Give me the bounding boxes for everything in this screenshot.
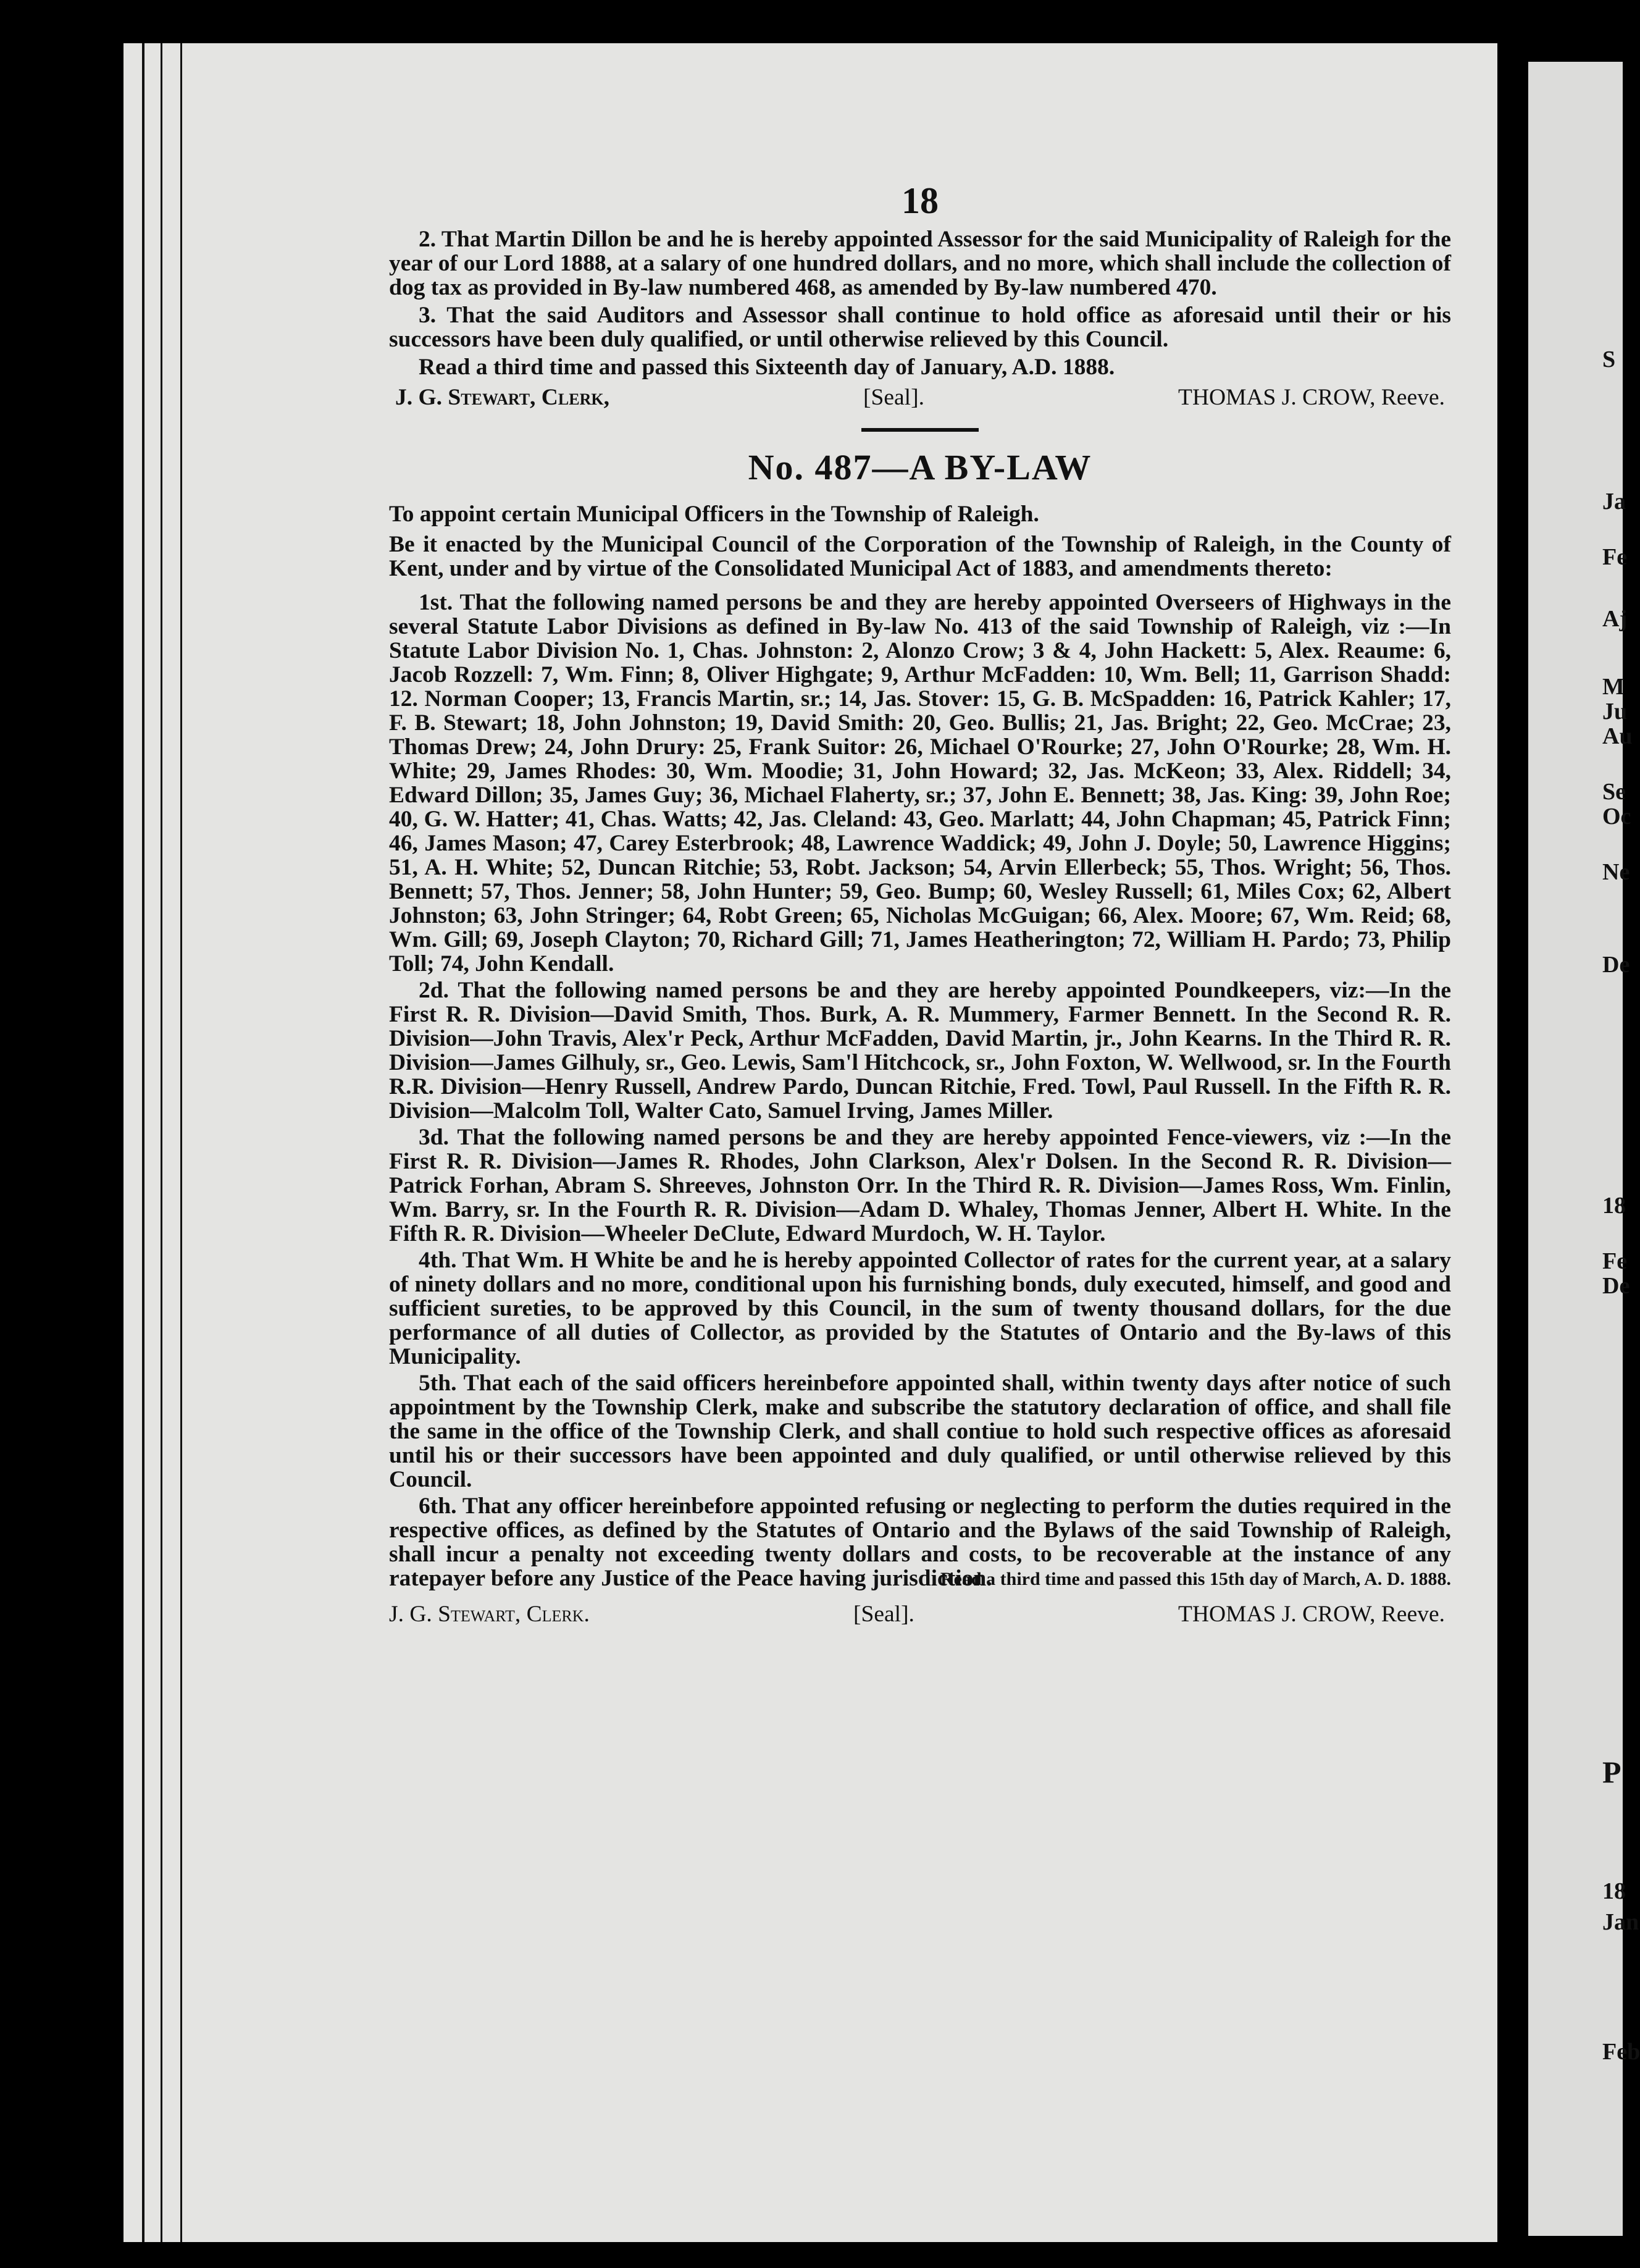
- fragment: Aj: [1602, 606, 1628, 632]
- fragment: Ne: [1602, 859, 1630, 885]
- fragment: P: [1602, 1755, 1621, 1789]
- scan-edge-line: [142, 43, 144, 2242]
- clerk-signature: J. G. Stewart, Clerk,: [395, 385, 609, 410]
- reeve-signature: THOMAS J. CROW, Reeve.: [1178, 385, 1445, 410]
- paragraph-office-term: 3. That the said Auditors and Assessor shall continue to hold office as aforesaid until their or his successors have been duly qualified, or until otherwise relieved by this Council.: [389, 303, 1451, 352]
- fragment: 18: [1602, 1878, 1626, 1904]
- scan-edge-line: [161, 43, 162, 2242]
- section-divider: [861, 428, 979, 432]
- section-overseers: 1st. That the following named persons be and they are hereby appointed Overseers of Highways in the several Statute Labor Divisions as defined in By-law No. 413 of the said Township of Raleigh, viz :—In Statute Labor Division No. 1, Chas. Johnston: 2, Alonzo Crow; 3 & 4, John Hackett: 5, Alex. Reaume: 6, Jacob Rozzell: 7, Wm. Finn; 8, Oliver Highgate; 9, Arthur McFadden: 10, Wm. Bell; 11, Garrison Shadd: 12. Norman Cooper; 13, Francis Martin, sr.; 14, Jas. Stover: 15, G. B. McSpadden: 16, Patrick Kahler; 17, F. B. Stewart; 18, John Johnston; 19, David Smith: 20, Geo. Bullis; 21, Jas. Bright; 22, Geo. McCrae; 23, Thomas Drew; 24, John Drury: 25, Frank Suitor: 26, Michael O'Rourke; 27, John O'Rourke; 28, Wm. H. White; 29, James Rhodes: 30, Wm. Moodie; 31, John Howard; 32, Jas. McKeon; 33, Alex. Riddell; 34, Edward Dillon; 35, James Guy; 36, Michael Flaherty, sr.; 37, John E. Bennett; 38, Jas. King: 39, John Roe; 40, G. W. Hatter; 41, Chas. Watts; 42, Jas. Cleland: 43, Geo. Marlatt; 44, John Chapman; 45, Patrick Finn; 46, James Mason; 47, Carey Esterbrook; 48, Lawrence Waddick; 49, John J. Doyle; 50, Lawrence Higgins; 51, A. H. White; 52, Duncan Ritchie; 53, Robt. Jackson; 54, Arvin Ellerbeck; 55, Thos. Wright; 56, Thos. Bennett; 57, Thos. Jenner; 58, John Hunter; 59, Geo. Bump; 60, Wesley Russell; 61, Miles Cox; 62, Albert Johnston; 63, John Stringer; 64, Robt Green; 65, Nicholas McGuigan; 66, Alex. Moore; 67, Wm. Reid; 68, Wm. Gill; 69, Joseph Clayton; 70, Richard Gill; 71, James Heatherington; 72, William H. Pardo; 73, Philip Toll; 74, John Kendall.: [389, 590, 1451, 976]
- clerk-signature: J. G. Stewart, Clerk.: [389, 1602, 590, 1627]
- section-poundkeepers: 2d. That the following named persons be and they are hereby appointed Poundkeepers, viz:—In the First R. R. Division—David Smith, Thos. Burk, A. R. Mummery, Farmer Bennett. In the Second R. R. Division—John Travis, Alex'r Peck, Arthur McFadden, David Martin, jr., John Kearns. In the Third R. R. Division—James Gilhuly, sr., Geo. Lewis, Sam'l Hitchcock, sr., John Foxton, W. Wellwood, sr. In the Fourth R.R. Division—Henry Russell, Andrew Pardo, Duncan Ritchie, Fred. Towl, Paul Russell. In the Fifth R. R. Division—Malcolm Toll, Walter Cato, Samuel Irving, James Miller.: [389, 978, 1451, 1124]
- bylaw-enactment: Be it enacted by the Municipal Council of the Corporation of the Township of Raleigh, in the County of Kent, under and by virtue of the Consolidated Municipal Act of 1883, and amendments thereto:: [389, 532, 1451, 581]
- fragment: Oc: [1602, 804, 1631, 830]
- adjacent-page-strip: [1528, 62, 1640, 2236]
- fragment: Se: [1602, 779, 1626, 805]
- bylaw-signature-line: [389, 1602, 1445, 1626]
- section-declaration: 5th. That each of the said officers hereinbefore appointed shall, within twenty days after notice of such appointment by the Township Clerk, make and subscribe the statutory declaration of office, and shall file the same in the office of the Township Clerk, and shall contiue to hold such respective offices as aforesaid until his or their successors have been appointed and duly qualified, or until otherwise relieved by this Council.: [389, 1371, 1451, 1492]
- fragment: Au: [1602, 723, 1633, 749]
- seal-mark: [Seal].: [853, 1602, 914, 1627]
- reeve-signature: THOMAS J. CROW, Reeve.: [1178, 1602, 1445, 1627]
- fragment: Fe: [1602, 1248, 1628, 1274]
- signature-line: [395, 385, 1445, 410]
- seal-mark: [Seal].: [863, 385, 924, 410]
- fragment: De: [1602, 1273, 1630, 1299]
- bylaw-read-passed-line: Read a third time and passed this 15th day of March, A. D. 1888.: [940, 1569, 1451, 1589]
- fragment: Feb: [1602, 2039, 1640, 2065]
- scan-edge-line: [180, 43, 182, 2242]
- fragment: Ju: [1602, 699, 1628, 724]
- fragment: M: [1602, 674, 1625, 700]
- section-collector: 4th. That Wm. H White be and he is hereby appointed Collector of rates for the current year, at a salary of ninety dollars and no more, conditional upon his furnishing bonds, duly executed, himself, and good and sufficient sureties, to be approved by this Council, in the sum of twenty thousand dollars, for the due performance of all duties of Collector, as provided by the Statutes of Ontario and the By-laws of this Municipality.: [389, 1248, 1451, 1369]
- read-passed-line: Read a third time and passed this Sixteenth day of January, A.D. 1888.: [419, 355, 1115, 380]
- paragraph-assessor: 2. That Martin Dillon be and he is hereby appointed Assessor for the said Municipality of Raleigh for the year of our Lord 1888, at a salary of one hundred dollars, and no more, which shall include the collection of dog tax as provided in By-law numbered 468, as amended by By-law numbered 470.: [389, 227, 1451, 300]
- section-penalty: 6th. That any officer hereinbefore appointed refusing or neglecting to perform the duties required in the respective offices, as defined by the Statutes of Ontario and the Bylaws of the said Township of Raleigh, shall incur a penalty not exceeding twenty dollars and costs, to be recoverable at the instance of any ratepayer before any Justice of the Peace having jurisdiction.: [389, 1493, 1451, 1591]
- section-fence-viewers: 3d. That the following named persons be and they are hereby appointed Fence-viewers, viz :—In the First R. R. Division—James R. Rhodes, John Clarkson, Alex'r Dolsen. In the Second R. R. Division—Patrick Forhan, Abram S. Shreeves, Johnston Orr. In the Third R. R. Division—James Ross, Wm. Finlin, Wm. Barry, sr. In the Fourth R. R. Division—Adam D. Whaley, Thomas Jenner, Albert H. White. In the Fifth R. R. Division—Wheeler DeClute, Edward Murdoch, W. H. Taylor.: [389, 1125, 1451, 1246]
- fragment: Jan: [1602, 1909, 1639, 1935]
- bylaw-title: No. 487—A BY-LAW: [748, 447, 1092, 487]
- fragment: De: [1602, 952, 1630, 978]
- fragment: S: [1602, 346, 1616, 372]
- page-content: [389, 179, 1451, 1626]
- fragment: Ja: [1602, 489, 1626, 514]
- bylaw-subtitle: To appoint certain Municipal Officers in the Township of Raleigh.: [389, 502, 1039, 527]
- fragment: Fe: [1602, 544, 1628, 570]
- fragment: 18: [1602, 1193, 1626, 1219]
- page-number: 18: [902, 180, 939, 221]
